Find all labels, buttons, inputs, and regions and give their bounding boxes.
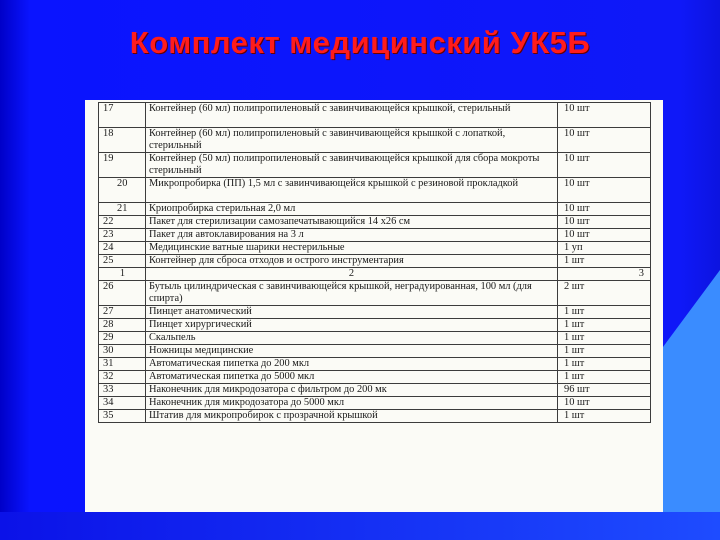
column-number: 3: [558, 268, 651, 281]
item-name: Пакет для автоклавирования на 3 л: [146, 229, 558, 242]
row-number: 26: [99, 281, 146, 306]
item-quantity: 1 шт: [558, 306, 651, 319]
item-name: Скальпель: [146, 332, 558, 345]
item-name: Контейнер (60 мл) полипропиленовый с завинчивающейся крышкой, стерильный: [146, 103, 558, 128]
item-name: Контейнер (50 мл) полипропиленовый с завинчивающейся крышкой для сбора мокроты стерильный: [146, 153, 558, 178]
item-name: Автоматическая пипетка до 200 мкл: [146, 358, 558, 371]
column-number: 2: [146, 268, 558, 281]
row-number: 27: [99, 306, 146, 319]
item-quantity: 1 шт: [558, 255, 651, 268]
item-name: Штатив для микропробирок с прозрачной крышкой: [146, 410, 558, 423]
item-quantity: 1 шт: [558, 358, 651, 371]
item-name: Наконечник для микродозатора до 5000 мкл: [146, 397, 558, 410]
row-number: 21: [99, 203, 146, 216]
slide-title: Комплект медицинский УК5Б: [129, 25, 591, 60]
table-row: [99, 332, 651, 345]
row-number: 29: [99, 332, 146, 345]
table-row: [99, 358, 651, 371]
table-row: [99, 128, 651, 153]
row-number: 23: [99, 229, 146, 242]
item-quantity: 1 шт: [558, 410, 651, 423]
row-number: 24: [99, 242, 146, 255]
row-number: 19: [99, 153, 146, 178]
item-name: Бутыль цилиндрическая с завинчивающейся крышкой, неградуированная, 100 мл (для спирта): [146, 281, 558, 306]
row-number: 31: [99, 358, 146, 371]
item-quantity: 1 шт: [558, 345, 651, 358]
table-row: [99, 397, 651, 410]
column-number-row: [99, 268, 651, 281]
item-quantity: 10 шт: [558, 178, 651, 203]
item-quantity: 10 шт: [558, 216, 651, 229]
item-quantity: 1 шт: [558, 319, 651, 332]
item-quantity: 1 шт: [558, 371, 651, 384]
row-number: 22: [99, 216, 146, 229]
table-row: [99, 153, 651, 178]
table-row: [99, 178, 651, 203]
item-name: Пинцет анатомический: [146, 306, 558, 319]
row-number: 18: [99, 128, 146, 153]
table-row: [99, 242, 651, 255]
item-quantity: 10 шт: [558, 153, 651, 178]
row-number: 28: [99, 319, 146, 332]
row-number: 17: [99, 103, 146, 128]
row-number: 34: [99, 397, 146, 410]
bottom-band: [0, 512, 720, 540]
table-row: [99, 410, 651, 423]
item-quantity: 10 шт: [558, 103, 651, 128]
item-quantity: 2 шт: [558, 281, 651, 306]
row-number: 35: [99, 410, 146, 423]
table-row: [99, 255, 651, 268]
row-number: 25: [99, 255, 146, 268]
row-number: 33: [99, 384, 146, 397]
item-name: Контейнер (60 мл) полипропиленовый с завинчивающейся крышкой с лопаткой, стерильный: [146, 128, 558, 153]
row-number: 32: [99, 371, 146, 384]
table-row: [99, 281, 651, 306]
item-name: Криопробирка стерильная 2,0 мл: [146, 203, 558, 216]
table-row: [99, 371, 651, 384]
column-number: 1: [99, 268, 146, 281]
item-quantity: 96 шт: [558, 384, 651, 397]
item-name: Пакет для стерилизации самозапечатывающийся 14 х26 см: [146, 216, 558, 229]
table-row: [99, 203, 651, 216]
item-name: Микропробирка (ПП) 1,5 мл с завинчивающейся крышкой с резиновой прокладкой: [146, 178, 558, 203]
item-name: Контейнер для сброса отходов и острого инструментария: [146, 255, 558, 268]
item-quantity: 10 шт: [558, 128, 651, 153]
table-row: [99, 103, 651, 128]
table-row: [99, 216, 651, 229]
table-row: [99, 345, 651, 358]
table-row: [99, 384, 651, 397]
scanned-document: [85, 100, 663, 512]
table-row: [99, 306, 651, 319]
row-number: 20: [99, 178, 146, 203]
equipment-table: [98, 102, 651, 423]
row-number: 30: [99, 345, 146, 358]
item-name: Ножницы медицинские: [146, 345, 558, 358]
item-name: Пинцет хирургический: [146, 319, 558, 332]
table-row: [99, 229, 651, 242]
item-name: Медицинские ватные шарики нестерильные: [146, 242, 558, 255]
item-name: Наконечник для микродозатора с фильтром до 200 мк: [146, 384, 558, 397]
item-quantity: 10 шт: [558, 229, 651, 242]
item-quantity: 1 шт: [558, 332, 651, 345]
item-quantity: 10 шт: [558, 397, 651, 410]
table-row: [99, 319, 651, 332]
item-quantity: 1 уп: [558, 242, 651, 255]
item-quantity: 10 шт: [558, 203, 651, 216]
item-name: Автоматическая пипетка до 5000 мкл: [146, 371, 558, 384]
